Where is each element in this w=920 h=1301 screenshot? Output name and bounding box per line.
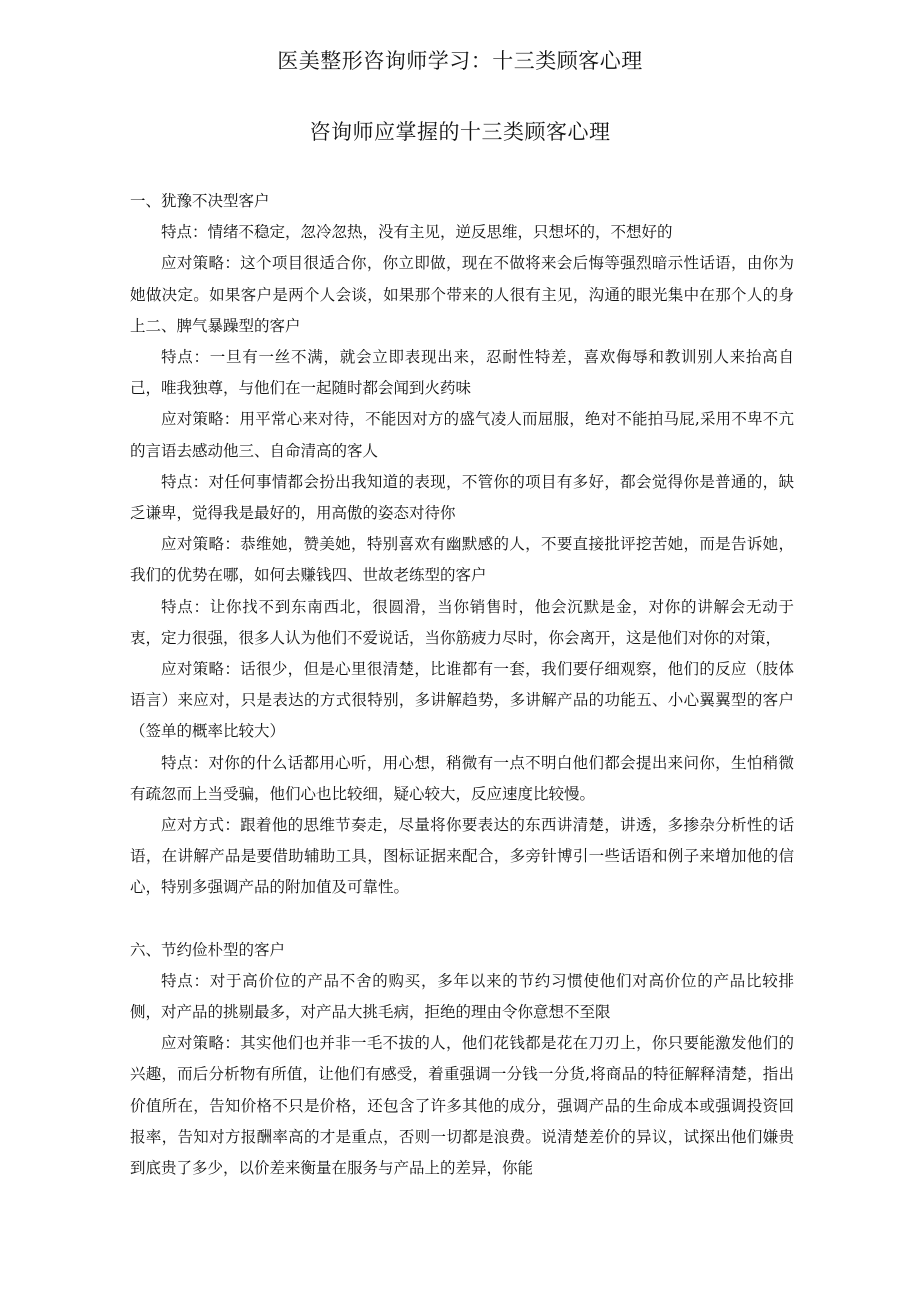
section-4-strategy: 应对策略：话很少，但是心里很清楚，比谁都有一套，我们要仔细观察，他们的反应（肢体语言）来应对，只是表达的方式很特别，多讲解趋势，多讲解产品的功能五、小心翼翼型的客户（签单的概率比较大） (130, 660, 794, 741)
section-5-traits: 特点：对你的什么话都用心听，用心想，稍微有一点不明白他们都会提出来问你，生怕稍微有疏忽而上当受骗，他们心也比较细，疑心较大，反应速度比较慢。 (130, 753, 794, 803)
section-3-strategy: 应对策略：恭维她，赞美她，特别喜欢有幽默感的人，不要直接批评挖苦她，而是告诉她，我们的优势在哪，如何去赚钱四、世故老练型的客户 (130, 535, 794, 585)
section-1-strategy: 应对策略：这个项目很适合你，你立即做，现在不做将来会后悔等强烈暗示性话语，由你为她做决定。如果客户是两个人会谈，如果那个带来的人很有主见，沟通的眼光集中在那个人的身上二、脾气暴躁型的客户 (130, 254, 794, 335)
section-2-traits: 特点：一旦有一丝不满，就会立即表现出来，忍耐性特差，喜欢侮辱和教训别人来抬高自己，唯我独尊，与他们在一起随时都会闻到火药味 (130, 348, 794, 398)
document-subtitle: 咨询师应掌握的十三类顾客心理 (309, 120, 611, 144)
section-heading-1: 一、犹豫不决型客户 (130, 192, 270, 210)
section-1-traits: 特点：情绪不稳定，忽冷忽热，没有主见，逆反思维，只想坏的，不想好的 (161, 223, 673, 242)
section-4-traits: 特点：让你找不到东南西北，很圆滑，当你销售时，他会沉默是金，对你的讲解会无动于衷，定力很强，很多人认为他们不爱说话，当你筋疲力尽时，你会离开，这是他们对你的对策， (130, 597, 794, 647)
section-6-strategy: 应对策略：其实他们也并非一毛不拔的人，他们花钱都是花在刀刃上，你只要能激发他们的兴趣，而后分析物有所值，让他们有感受，着重强调一分钱一分货,将商品的特征解释清楚，指出价值所在，告知价格不只是价格，还包含了许多其他的成分，强调产品的生命成本或强调投资回报率，告知对方报酬率高的才是重点，否则一切都是浪费。说清楚差价的异议，试探出他们嫌贵到底贵了多少，以价差来衡量在服务与产品上的差异，你能 (130, 1034, 794, 1178)
section-2-strategy: 应对策略：用平常心来对待，不能因对方的盛气凌人而屈服，绝对不能拍马屁,采用不卑不亢的言语去感动他三、自命清高的客人 (130, 410, 794, 460)
section-3-traits: 特点：对任何事情都会扮出我知道的表现，不管你的项目有多好，都会觉得你是普通的，缺乏谦卑，觉得我是最好的，用高傲的姿态对待你 (130, 472, 794, 523)
document-title: 医美整形咨询师学习：十三类顾客心理 (277, 49, 643, 73)
section-heading-6: 六、节约俭朴型的客户 (130, 940, 286, 959)
section-5-method: 应对方式：跟着他的思维节奏走，尽量将你要表达的东西讲清楚，讲透，多掺杂分析性的话语，在讲解产品是要借助辅助工具，图标证据来配合，多旁针博引一些话语和例子来增加他的信心，特别多强调产品的附加值及可靠性。 (130, 816, 794, 897)
paragraph-spacer (130, 904, 794, 935)
document-body (130, 186, 794, 1184)
section-6-traits: 特点：对于高价位的产品不舍的购买，多年以来的节约习惯使他们对高价位的产品比较排侧，对产品的挑剔最多，对产品大挑毛病，拒绝的理由令你意想不至限 (130, 971, 794, 1022)
